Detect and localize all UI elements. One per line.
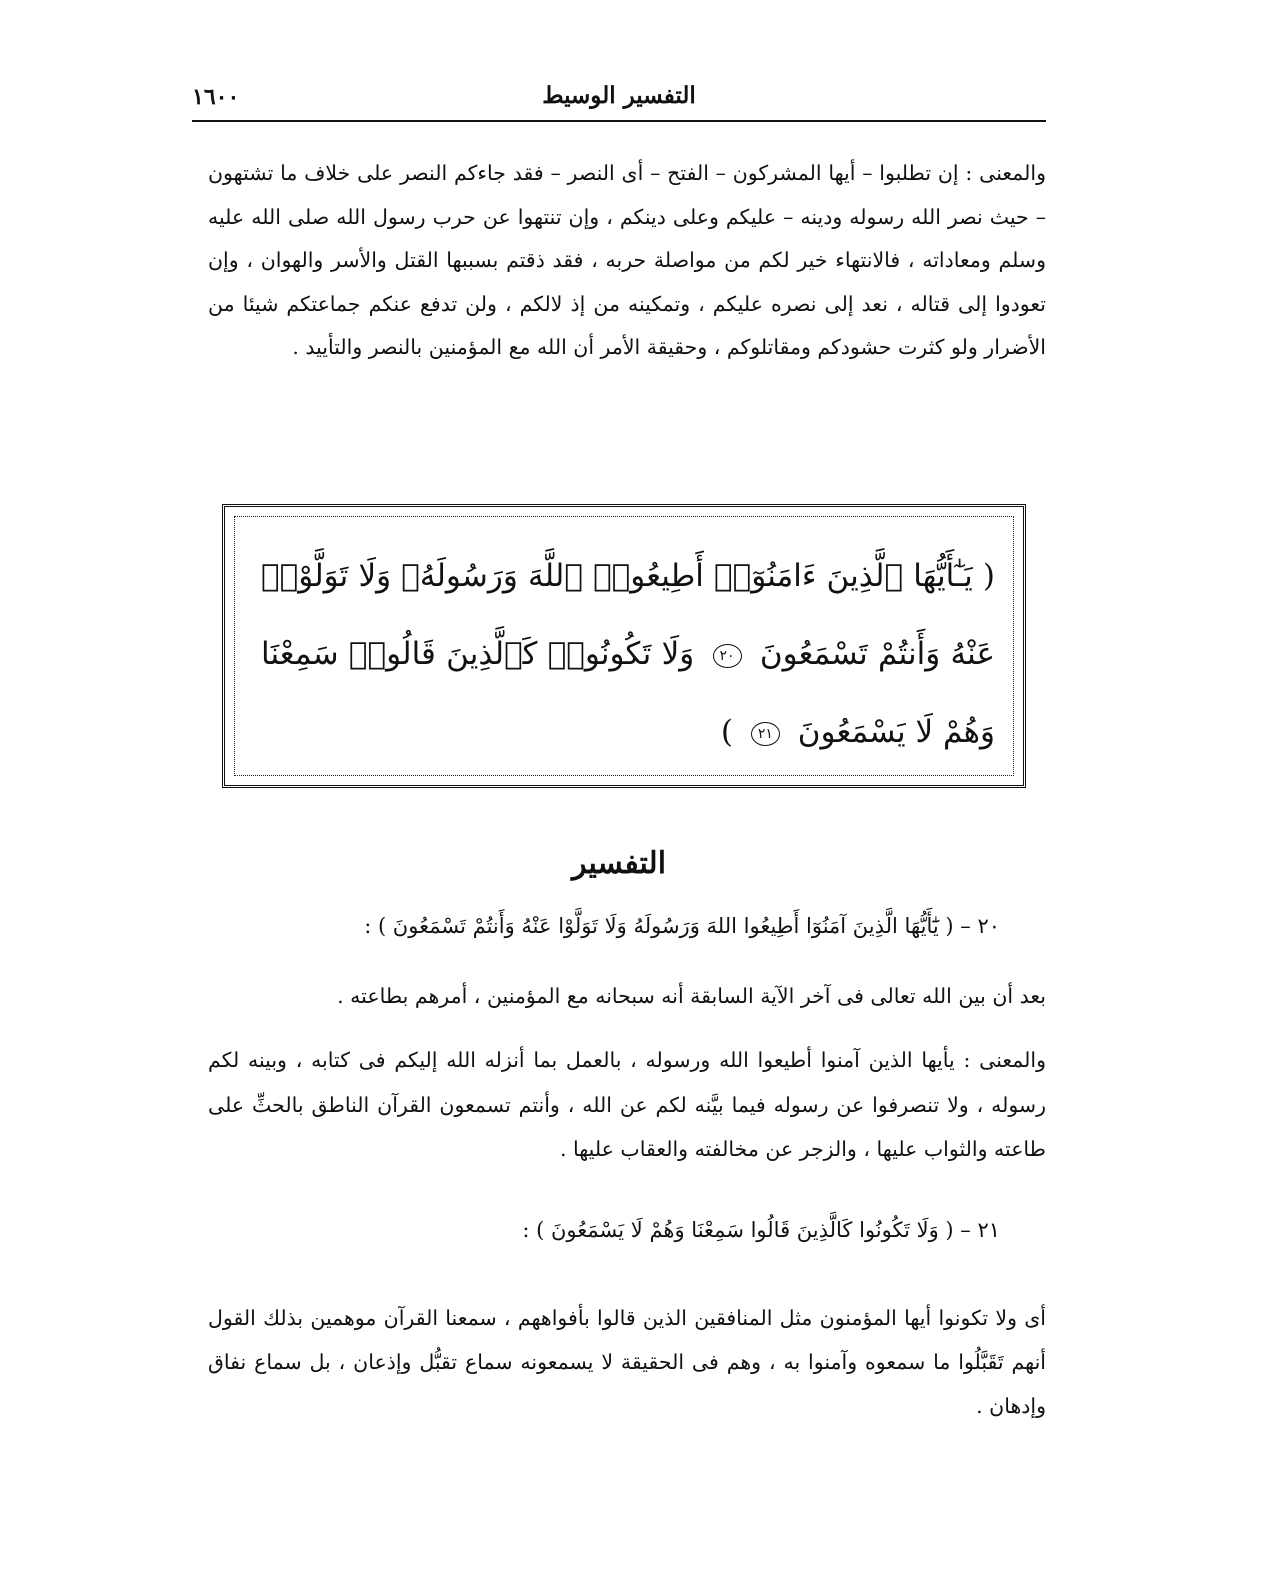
final-paragraph: أى ولا تكونوا أيها المؤمنون مثل المنافقين الذين قالوا بأفواههم ، سمعنا القرآن موهمين بذلك القول أنهم تَقَبَّلُوا ما سمعوه وآمنوا به ، وهم فى الحقيقة لا يسمعونه سماع تقبُّل وإذعان ، بل سماع نفاق وإدهان .	[208, 1306, 1046, 1418]
verse-reference-20: ٢٠ – ( يَٰٓأَيُّهَا الَّذِينَ آمَنُوٓا أَطِيعُوا اللهَ وَرَسُولَهُ وَلَا تَوَلَّوْا عَنْهُ وَأَنتُمْ تَسْمَعُونَ ) :	[364, 914, 1000, 938]
header-rule	[192, 120, 1046, 122]
ayah-number-marker: ٢١	[751, 722, 780, 746]
section-heading: التفسير	[571, 846, 667, 881]
running-title: التفسير الوسيط	[542, 82, 696, 109]
commentary-paragraph: بعد أن بين الله تعالى فى آخر الآية السابقة أنه سبحانه مع المؤمنين ، أمرهم بطاعته .	[337, 984, 1046, 1008]
verse-close-bracket: )	[720, 714, 733, 750]
ayah-number-marker: ٢٠	[713, 644, 742, 668]
verse-text-part1: ( يَـٰٓأَيُّهَا ٱلَّذِينَ ءَامَنُوٓا۟ أَطِيعُوا۟ ٱللَّهَ وَرَسُولَهُۥ وَلَا تَوَلَّوْا۟ عَنْهُ وَأَنتُمْ تَسْمَعُونَ	[261, 558, 995, 672]
quran-verse-box	[222, 504, 1026, 788]
page-number: ١٦٠٠	[192, 84, 240, 110]
verse-text-part2: وَلَا تَكُونُوا۟ كَٱلَّذِينَ قَالُوا۟ سَمِعْنَا وَهُمْ لَا يَسْمَعُونَ	[261, 636, 995, 750]
quran-verse-text	[261, 537, 995, 771]
verse-reference-21: ٢١ – ( وَلَا تَكُونُوا كَالَّذِينَ قَالُوا سَمِعْنَا وَهُمْ لَا يَسْمَعُونَ ) :	[522, 1218, 1000, 1242]
intro-paragraph: والمعنى : إن تطلبوا – أيها المشركون – الفتح – أى النصر – فقد جاءكم النصر على خلاف ما تشتهون – حيث نصر الله رسوله ودينه – عليكم وعلى دينكم ، وإن تنتهوا عن حرب رسول الله صلى الله عليه وسلم ومعاداته ، فالانتهاء خير لكم من مواصلة حربه ، فقد ذقتم بسببها القتل والأسر والهوان ، وإن تعودوا إلى قتاله ، نعد إلى نصره عليكم ، وتمكينه من إذ لالكم ، ولن تدفع عنكم جماعتكم شيئا من الأضرار ولو كثرت حشودكم ومقاتلوكم ، وحقيقة الأمر أن الله مع المؤمنين بالنصر والتأييد .	[208, 161, 1046, 360]
meaning-paragraph: والمعنى : يأيها الذين آمنوا أطيعوا الله ورسوله ، بالعمل بما أنزله الله إليكم فى كتابه ، وبينه لكم رسوله ، ولا تنصرفوا عن رسوله فيما بيَّنه لكم عن الله ، وأنتم تسمعون القرآن الناطق بالحثِّ على طاعته والثواب عليها ، والزجر عن مخالفته والعقاب عليها .	[208, 1048, 1046, 1161]
page-header	[192, 74, 1046, 118]
